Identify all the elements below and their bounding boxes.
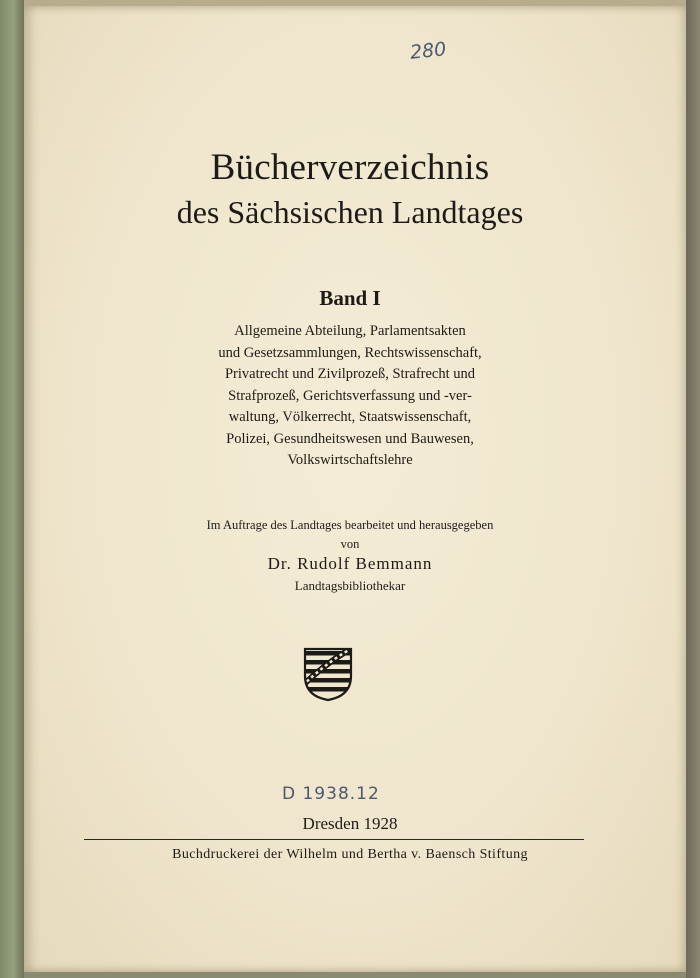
contents-line: Volkswirtschaftslehre	[287, 452, 413, 468]
page-subtitle: des Sächsischen Landtages	[176, 194, 524, 230]
call-number-stamp: D 1938.12	[282, 784, 380, 804]
contents-description	[160, 321, 540, 472]
place-and-year: Dresden 1928	[302, 814, 398, 833]
saxony-coat-of-arms-icon	[302, 646, 354, 702]
divider	[84, 839, 584, 840]
author-name: Dr. Rudolf Bemmann	[267, 554, 433, 573]
contents-line: und Gesetzsammlungen, Rechtswissenschaft,	[218, 344, 482, 361]
handwritten-shelf-number: 280	[408, 38, 448, 64]
commission-statement: Im Auftrage des Landtages bearbeitet und herausgegeben	[206, 518, 494, 532]
contents-line: waltung, Völkerrecht, Staatswissenschaft,	[228, 409, 472, 425]
author-role: Landtagsbibliothekar	[294, 578, 406, 593]
page-title: Bücherverzeichnis	[210, 147, 490, 188]
contents-line: Privatrecht und Zivilprozeß, Strafrecht und	[224, 366, 476, 382]
printer-imprint: Buchdruckerei der Wilhelm und Bertha v. Baensch Stiftung	[172, 847, 528, 862]
contents-line: Allgemeine Abteilung, Parlamentsakten	[234, 323, 466, 339]
contents-line: Polizei, Gesundheitswesen und Bauwesen,	[226, 430, 474, 447]
volume-label: Band I	[319, 286, 381, 310]
contents-line: Strafprozeß, Gerichtsverfassung und -ver-	[228, 387, 472, 404]
by-label: von	[340, 537, 360, 551]
